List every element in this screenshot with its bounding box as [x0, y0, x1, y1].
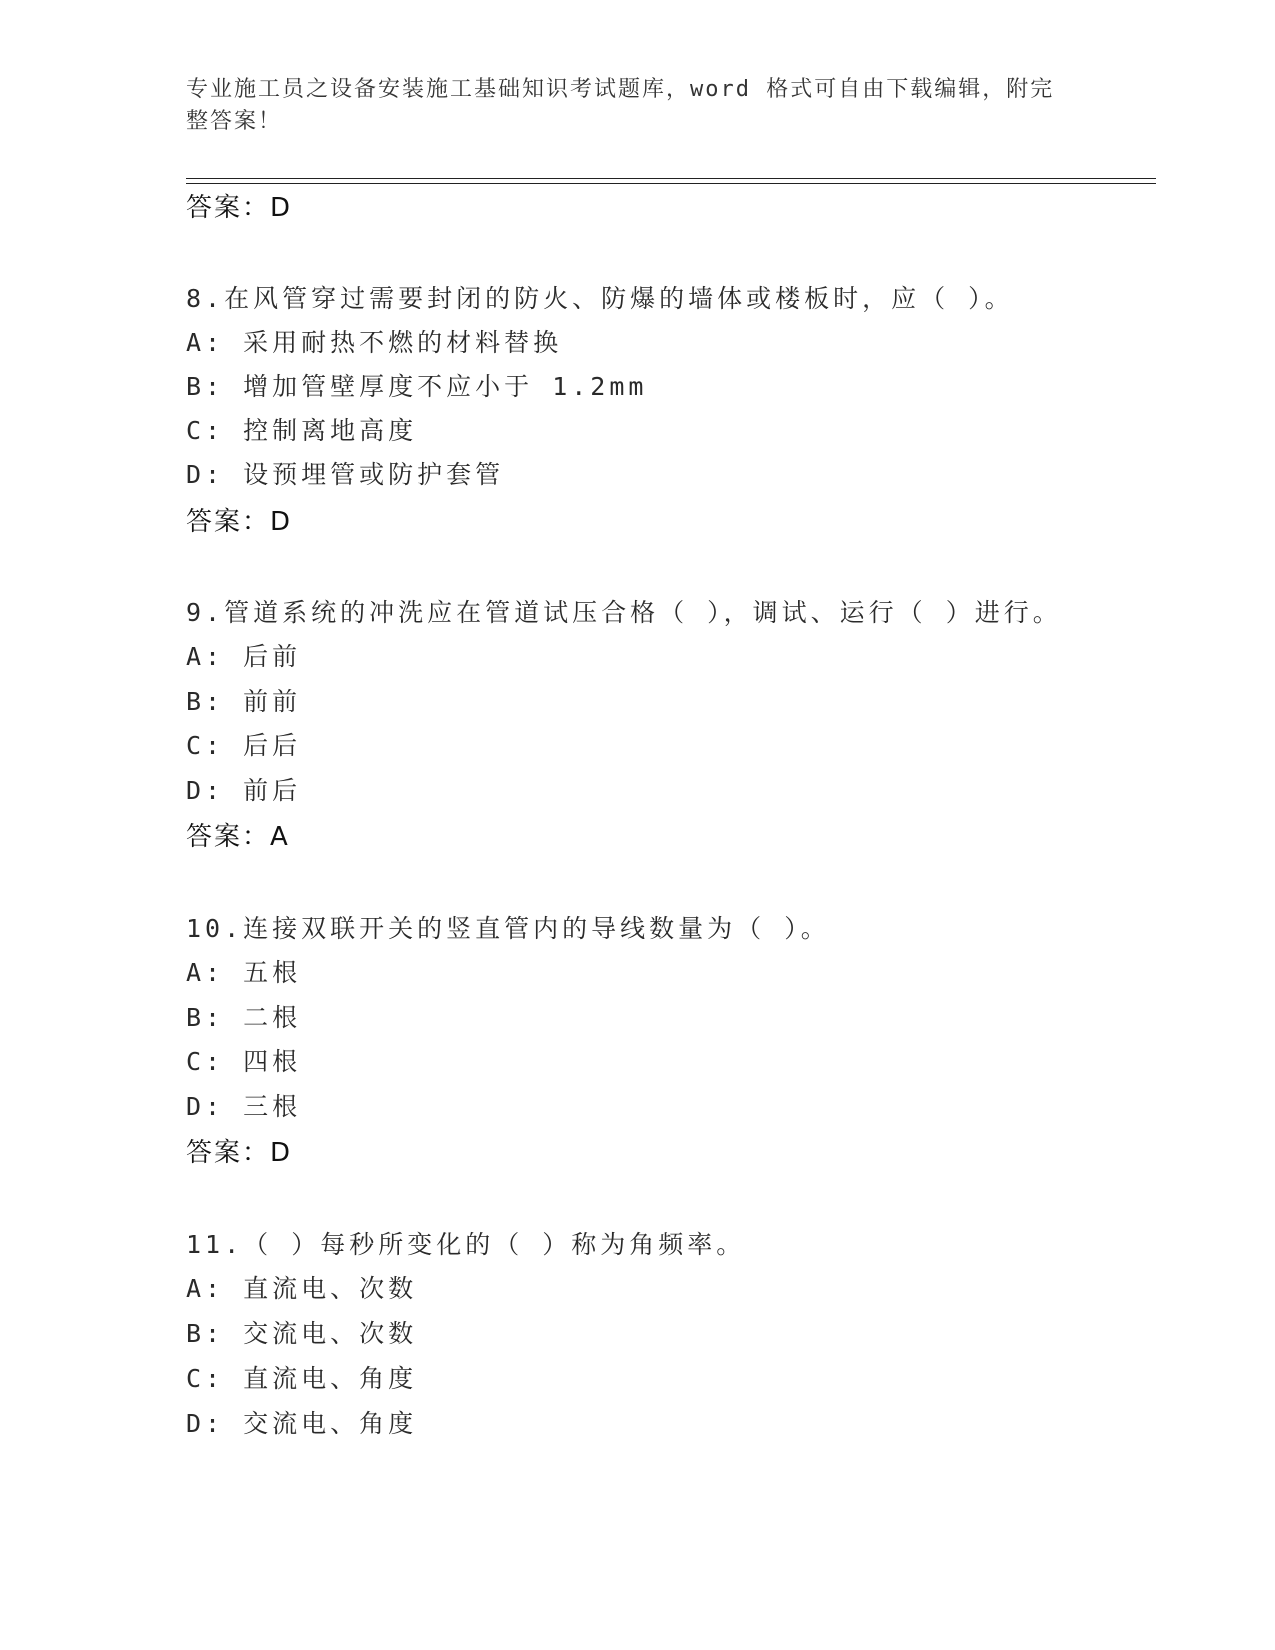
question-10-option-a: A: 五根 [186, 958, 302, 987]
question-8-option-c: C: 控制离地高度 [186, 416, 418, 445]
question-10-stem: 10.连接双联开关的竖直管内的导线数量为（ ）。 [186, 914, 830, 943]
question-8-stem: 8.在风管穿过需要封闭的防火、防爆的墙体或楼板时，应（ ）。 [186, 284, 1014, 313]
question-8-option-d: D: 设预埋管或防护套管 [186, 460, 505, 489]
question-10-option-d: D: 三根 [186, 1092, 302, 1121]
question-8-answer: 答案：D [186, 507, 293, 537]
question-9-answer: 答案：A [186, 822, 290, 852]
question-9-option-b: B: 前前 [186, 687, 302, 716]
question-10-option-b: B: 二根 [186, 1003, 302, 1032]
question-8-option-a: A: 采用耐热不燃的材料替换 [186, 328, 563, 357]
question-10-answer: 答案：D [186, 1138, 293, 1168]
header-divider-top [186, 178, 1156, 179]
question-9-option-a: A: 后前 [186, 642, 302, 671]
question-11-option-c: C: 直流电、角度 [186, 1364, 418, 1393]
answer-previous: 答案：D [186, 193, 293, 223]
question-11-stem: 11.（ ）每秒所变化的（ ）称为角频率。 [186, 1230, 746, 1259]
question-11-option-b: B: 交流电、次数 [186, 1319, 418, 1348]
question-9-stem: 9.管道系统的冲洗应在管道试压合格（ ），调试、运行（ ）进行。 [186, 598, 1062, 627]
question-9-option-c: C: 后后 [186, 731, 302, 760]
question-11-option-a: A: 直流电、次数 [186, 1274, 418, 1303]
header-divider-bottom [186, 183, 1156, 184]
question-10-option-c: C: 四根 [186, 1047, 302, 1076]
question-8-option-b: B: 增加管壁厚度不应小于 1.2mm [186, 372, 648, 401]
question-11-option-d: D: 交流电、角度 [186, 1409, 418, 1438]
question-9-option-d: D: 前后 [186, 776, 302, 805]
document-header: 专业施工员之设备安装施工基础知识考试题库，word 格式可自由下载编辑，附完整答案！ [186, 77, 1055, 134]
